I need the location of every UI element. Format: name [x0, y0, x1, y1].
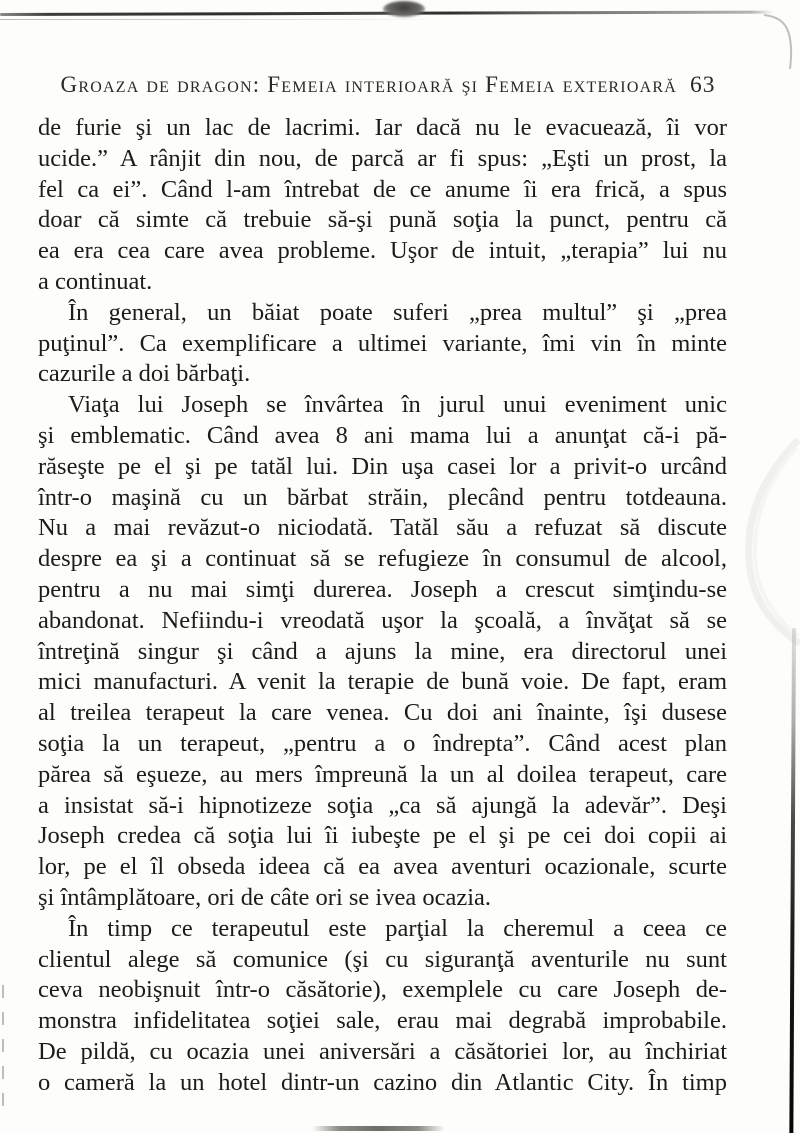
text-line: În timp ce terapeutul este parţial la cheremul a ceea ce	[68, 914, 727, 942]
text-line: ceva neobişnuit într-o căsătorie), exemplele cu care Joseph de-	[38, 976, 727, 1004]
text-line: întreţină singur şi când a ajuns la mine, era directorul unei	[38, 637, 727, 665]
text-line: şi emblematic. Când avea 8 ani mama lui a anunţat că-i pă-	[38, 421, 727, 449]
scan-artifact-left-edge	[2, 985, 4, 1120]
scan-artifact-top-line	[0, 11, 774, 16]
text-line: soţia la un terapeut, „pentru a o îndrepta”. Când acest plan	[38, 729, 727, 757]
text-line: despre ea şi a continuat să se refugieze în consumul de alcool,	[38, 545, 727, 573]
text-line: a continuat.	[38, 267, 153, 295]
scan-artifact-bottom-bar	[312, 1126, 445, 1131]
running-header-title: Groaza de dragon: Femeia interioară şi Femeia exterioară	[60, 72, 677, 97]
text-line: şi întâmplătoare, ori de câte ori se ivea ocazia.	[38, 883, 492, 911]
text-line: mici manufacturi. A venit la terapie de bună voie. De fapt, eram	[38, 668, 727, 696]
text-line: ea era cea care avea probleme. Uşor de intuit, „terapia” lui nu	[38, 237, 727, 265]
running-header	[38, 72, 738, 99]
text-line: lor, pe el îl obseda ideea că ea avea aventuri ocazionale, scurte	[38, 853, 727, 881]
text-line: De pildă, cu ocazia unei aniversări a căsătoriei lor, au închiriat	[38, 1037, 727, 1065]
text-line: puţinul”. Ca exemplificare a ultimei variante, îmi vin în minte	[38, 329, 727, 357]
text-line: o cameră la un hotel dintr-un cazino din Atlantic City. În timp	[38, 1068, 727, 1096]
text-line: abandonat. Nefiindu-i vreodată uşor la şcoală, a învăţat să se	[38, 606, 727, 634]
text-line: clientul alege să comunice (şi cu siguranţă aventurile nu sunt	[38, 945, 727, 973]
body-text	[38, 113, 727, 1099]
text-line: de furie şi un lac de lacrimi. Iar dacă nu le evacuează, îi vor	[38, 114, 727, 141]
text-line: într-o maşină cu un bărbat străin, plecând pentru totdeauna.	[38, 483, 727, 511]
scan-artifact-top-line-secondary	[0, 19, 440, 20]
text-line: părea să eşueze, au mers împreună la un al doilea terapeut, care	[38, 760, 727, 788]
page-edge-curve	[763, 11, 797, 73]
text-line: Viaţa lui Joseph se învârtea în jurul unui eveniment unic	[68, 391, 727, 419]
text-line: Nu a mai revăzut-o niciodată. Tatăl său a refuzat să discute	[38, 514, 727, 542]
text-line: doar că simte că trebuie să-şi pună soţia la punct, pentru că	[38, 206, 727, 234]
text-line: ucide.” A rânjit din nou, de parcă ar fi spus: „Eşti un prost, la	[38, 144, 727, 172]
text-line: În general, un băiat poate suferi „prea multul” şi „prea	[68, 298, 727, 326]
text-line: al treilea terapeut la care venea. Cu doi ani înainte, îşi dusese	[38, 699, 727, 727]
text-line: pentru a nu mai simţi durerea. Joseph a crescut simţindu-se	[38, 575, 727, 603]
text-line: cazurile a doi bărbaţi.	[38, 360, 251, 388]
text-line: a insistat să-i hipnotizeze soţia „ca să ajungă la adevăr”. Deşi	[38, 791, 727, 819]
text-line: fel ca ei”. Când l-am întrebat de ce anume îi era frică, a spus	[38, 175, 727, 203]
page-curl-shadow	[738, 438, 800, 650]
scan-artifact-right-edge	[789, 628, 796, 1133]
scan-artifact-ink-blob	[383, 1, 425, 17]
page-number: 63	[689, 72, 716, 98]
text-line: Joseph credea că soţia lui îi iubeşte pe el şi pe cei doi copii ai	[38, 822, 727, 850]
text-line: monstra infidelitatea soţiei sale, erau mai degrabă improbabile.	[38, 1007, 727, 1035]
text-line: răseşte pe el şi pe tatăl lui. Din uşa casei lor a privit-o urcând	[38, 452, 727, 480]
